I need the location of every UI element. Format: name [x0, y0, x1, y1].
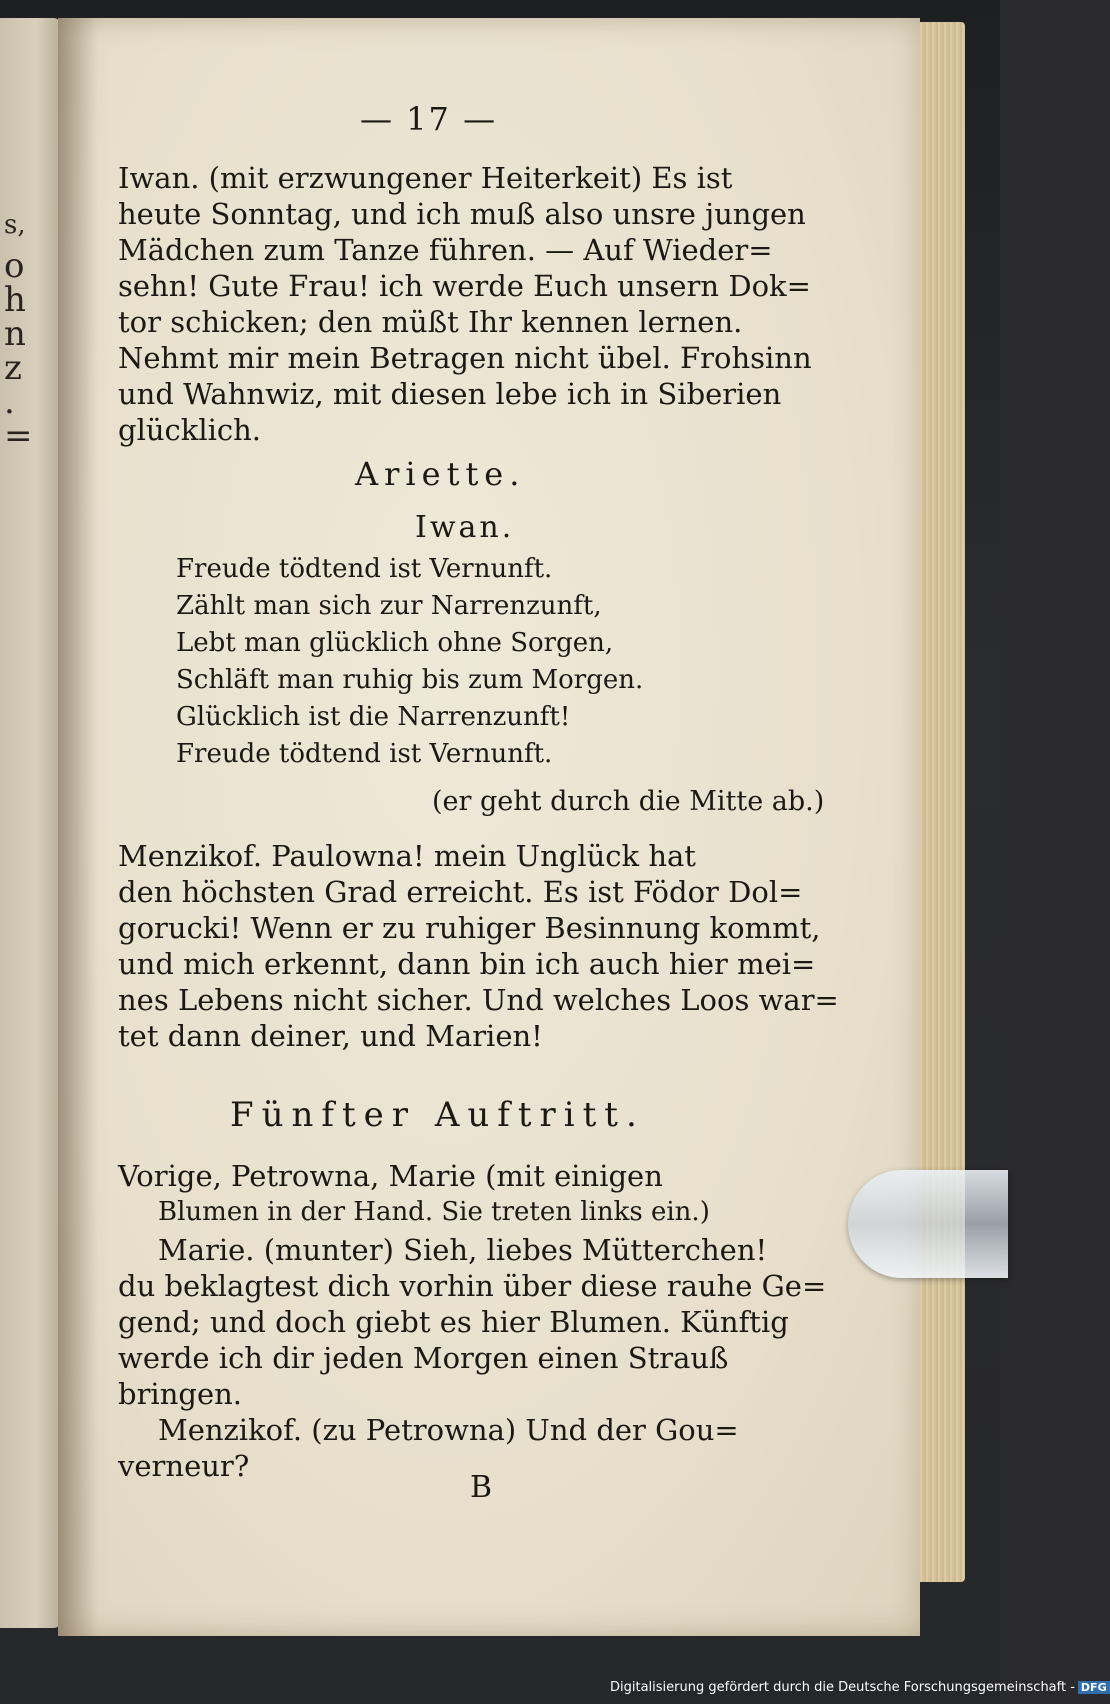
margin-fragment: z: [4, 348, 22, 388]
text-line: Blumen in der Hand. Sie treten links ein.): [158, 1197, 710, 1227]
page-clip: [848, 1170, 1008, 1278]
margin-fragment: =: [4, 416, 33, 456]
scene-cast: [118, 1158, 710, 1230]
stage-direction-exit: (er geht durch die Mitte ab.): [432, 786, 825, 817]
text-line: verneur?: [118, 1449, 250, 1483]
text-line: und mich erkennt, dann bin ich auch hier mei=: [118, 947, 816, 981]
text-line: bringen.: [118, 1377, 243, 1411]
margin-fragment: .: [4, 382, 15, 422]
footer-text: Digitalisierung gefördert durch die Deutsche Forschungsgemeinschaft -: [610, 1680, 1075, 1695]
verse-line: Freude tödtend ist Vernunft.: [176, 739, 553, 769]
text-line: Vorige, Petrowna, Marie (mit einigen: [118, 1159, 663, 1193]
text-line: Menzikof. (zu Petrowna) Und der Gou=: [158, 1413, 739, 1447]
text-line: nes Lebens nicht sicher. Und welches Loos war=: [118, 983, 839, 1017]
dfg-logo: DFG: [1078, 1681, 1110, 1694]
paragraph-iwan: [118, 160, 812, 448]
paragraph-menzikof: [118, 838, 839, 1054]
text-line: Marie. (munter) Sieh, liebes Mütterchen!: [158, 1233, 768, 1267]
text-line: glücklich.: [118, 413, 262, 447]
text-line: gorucki! Wenn er zu ruhiger Besinnung kommt,: [118, 911, 821, 945]
verse-line: Glücklich ist die Narrenzunft!: [176, 702, 571, 732]
text-line: Iwan. (mit erzwungener Heiterkeit) Es ist: [118, 161, 733, 195]
margin-fragment: n: [4, 314, 26, 354]
text-line: den höchsten Grad erreicht. Es ist Födor Dol=: [118, 875, 803, 909]
text-line: gend; und doch giebt es hier Blumen. Künftig: [118, 1305, 789, 1339]
paragraph-marie: [118, 1232, 826, 1412]
heading-scene: Fünfter Auftritt.: [230, 1095, 645, 1135]
verse-line: Lebt man glücklich ohne Sorgen,: [176, 628, 614, 658]
margin-fragment: s,: [4, 210, 26, 240]
text-line: Menzikof. Paulowna! mein Unglück hat: [118, 839, 696, 873]
margin-fragment: o: [4, 246, 25, 286]
signature-mark: B: [470, 1470, 493, 1505]
facing-page-edge: [0, 18, 60, 1628]
running-head: — 17 —: [360, 100, 498, 138]
verse-block: [176, 554, 643, 776]
text-line: tet dann deiner, und Marien!: [118, 1019, 543, 1053]
speaker-iwan: Iwan.: [415, 510, 515, 545]
verse-line: Zählt man sich zur Narrenzunft,: [176, 591, 602, 621]
text-line: du beklagtest dich vorhin über diese rauhe Ge=: [118, 1269, 827, 1303]
text-line: Nehmt mir mein Betragen nicht übel. Frohsinn: [118, 341, 812, 375]
text-line: werde ich dir jeden Morgen einen Strauß: [118, 1341, 729, 1375]
text-line: tor schicken; den müßt Ihr kennen lernen.: [118, 305, 743, 339]
footer-credit: [610, 1680, 1110, 1695]
verse-line: Freude tödtend ist Vernunft.: [176, 554, 553, 584]
text-line: sehn! Gute Frau! ich werde Euch unsern Dok=: [118, 269, 811, 303]
verse-line: Schläft man ruhig bis zum Morgen.: [176, 665, 644, 695]
text-line: heute Sonntag, und ich muß also unsre jungen: [118, 197, 806, 231]
gutter-shadow: [58, 18, 98, 1636]
text-line: und Wahnwiz, mit diesen lebe ich in Siberien: [118, 377, 782, 411]
paragraph-menzikof-2: [118, 1412, 739, 1484]
text-line: Mädchen zum Tanze führen. — Auf Wieder=: [118, 233, 773, 267]
margin-fragment: h: [4, 280, 26, 320]
heading-ariette: Ariette.: [355, 455, 526, 493]
